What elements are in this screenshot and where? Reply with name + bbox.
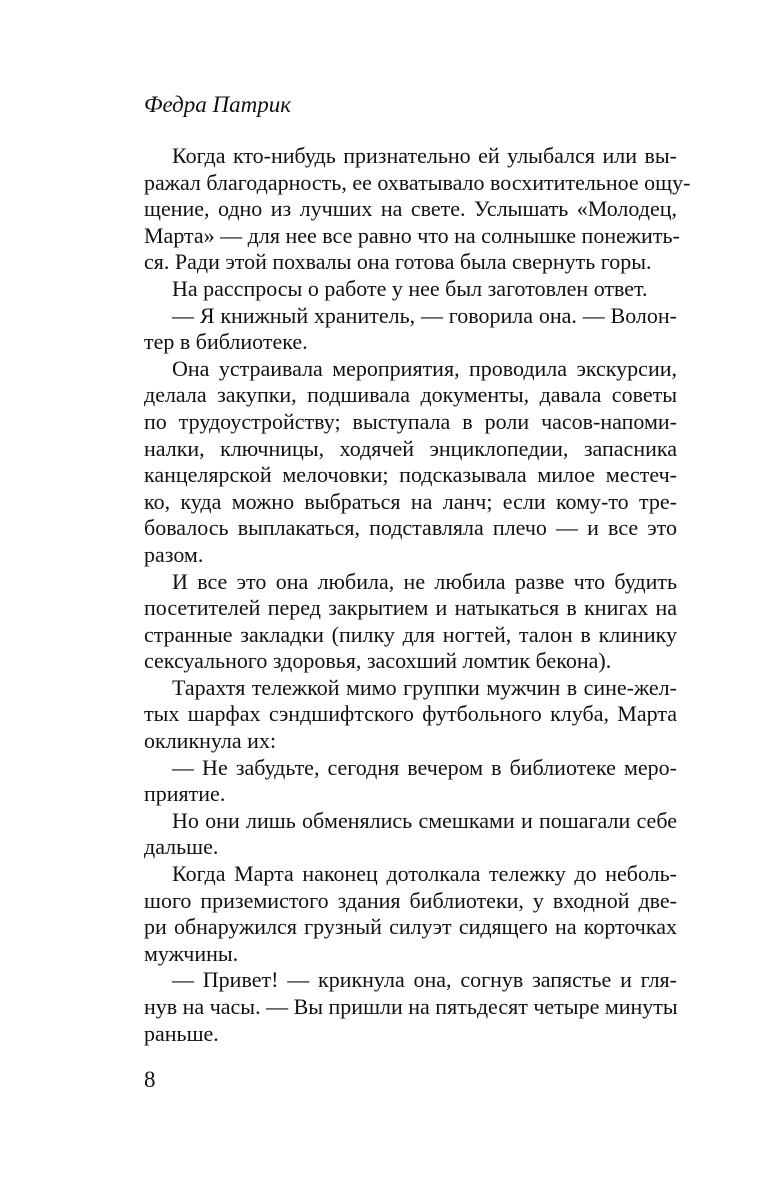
text-line: шого приземистого здания библиотеки, у входной две- (144, 887, 677, 913)
text-line: Тарахтя тележкой мимо группки мужчин в сине-жел- (172, 674, 677, 700)
text-line: — Я книжный хранитель, — говорила она. — Волон- (172, 302, 677, 328)
text-line: ся. Ради этой похвалы она готова была свернуть горы. (144, 249, 652, 275)
text-line: дальше. (144, 834, 219, 860)
text-line: бовалось выплакаться, подставляла плечо — и все это (144, 515, 677, 541)
text-line: Она устраивала мероприятия, проводила экскурсии, (172, 355, 677, 381)
text-line: странные закладки (пилку для ногтей, талон в клинику (144, 621, 677, 647)
text-line: нув на часы. — Вы пришли на пятьдесят четыре минуты (144, 994, 678, 1019)
text-line: тых шарфах сэндшифтского футбольного клуба, Марта (144, 701, 677, 727)
text-line: На расспросы о работе у нее был заготовлен ответ. (172, 275, 648, 301)
text-line: приятие. (144, 781, 226, 807)
text-line: И все это она любила, не любила разве что будить (172, 568, 677, 594)
text-line: тер в библиотеке. (144, 329, 308, 355)
text-line: — Не забудьте, сегодня вечером в библиотеке меро- (172, 754, 677, 780)
text-line: ражал благодарность, ее охватывало восхитительное ощу- (144, 169, 691, 195)
body-text (144, 143, 691, 1047)
text-line: Когда кто-нибудь признательно ей улыбался или вы- (172, 143, 677, 168)
page-number: 8 (144, 1067, 156, 1092)
text-line: разом. (144, 541, 204, 567)
text-line: ко, куда можно выбраться на ланч; если кому-то тре- (144, 488, 677, 514)
text-line: Марта» — для нее все равно что на солнышке понежить- (144, 222, 680, 248)
text-line: ри обнаружился грузный силуэт сидящего на корточках (144, 914, 677, 940)
text-line: раньше. (144, 1020, 219, 1046)
text-line: канцелярской мелочовки; подсказывала милое местеч- (144, 462, 677, 488)
text-line: делала закупки, подшивала документы, давала советы (144, 382, 677, 408)
text-line: мужчины. (144, 940, 239, 966)
text-line: щение, одно из лучших на свете. Услышать «Молодец, (144, 196, 677, 222)
text-line: Но они лишь обменялись смешками и пошагали себе (172, 807, 677, 833)
text-line: Когда Марта наконец дотолкала тележку до неболь- (172, 861, 677, 887)
running-head: Федра Патрик (144, 92, 291, 117)
text-line: налки, ключницы, ходячей энциклопедии, запасника (144, 435, 677, 461)
text-line: окликнула их: (144, 728, 277, 754)
text-line: — Привет! — крикнула она, согнув запястье и гля- (172, 967, 677, 993)
text-line: сексуального здоровья, засохший ломтик бекона). (144, 648, 612, 674)
text-line: посетителей перед закрытием и натыкаться в книгах на (144, 595, 677, 621)
text-line: по трудоустройству; выступала в роли часов-напоми- (144, 408, 677, 434)
